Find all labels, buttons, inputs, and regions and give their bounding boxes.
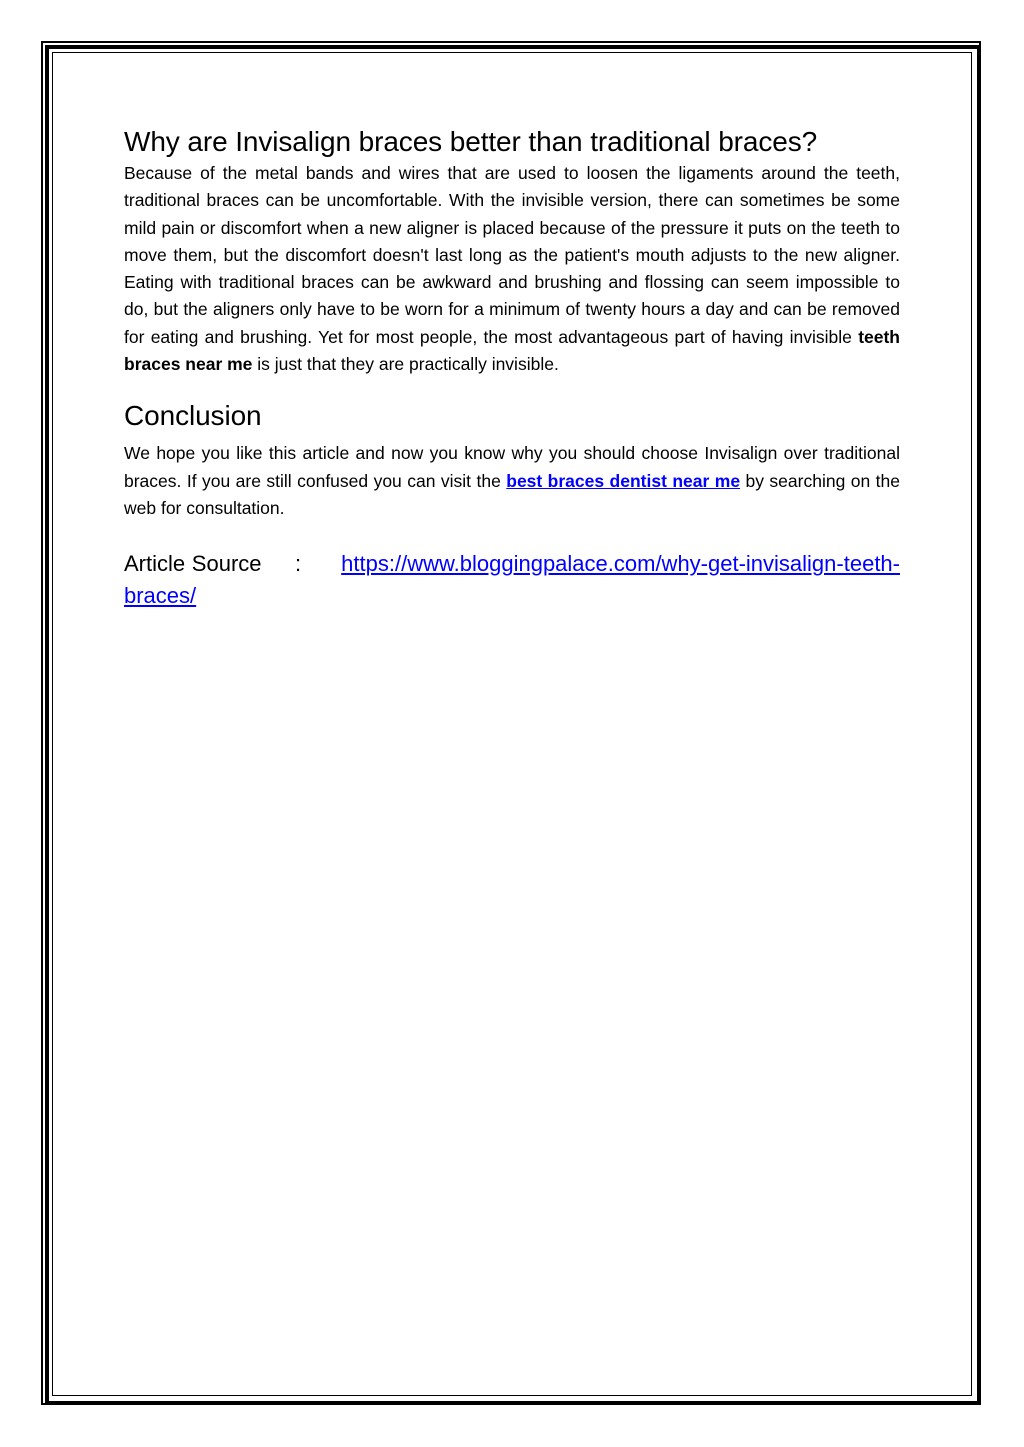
section-title: Why are Invisalign braces better than traditional braces? [124,126,818,157]
section-paragraph [124,160,900,378]
article-source-url-link[interactable]: https://www.bloggingpalace.com/why-get-invisalign-teeth-braces/ [124,551,900,609]
article-source-label: Article Source [124,551,262,577]
document-body [124,124,900,612]
conclusion-text: We hope you like this article and now you know why you should choose Invisalign over traditional braces. If you are still confused you can visit the [124,443,900,491]
conclusion-title: Conclusion [124,400,262,432]
best-braces-dentist-link[interactable]: best braces dentist near me [506,470,741,491]
conclusion-paragraph [124,440,900,522]
paragraph-text: Because of the metal bands and wires that are used to loosen the ligaments around the teeth, traditional braces can be uncomfortable. With the invisible version, there can sometimes be some mild pain or discomfort when a new aligner is placed because of the pressure it puts on the teeth to move them, but the discomfort doesn't last long as the patient's mouth adjusts to the new aligner. Eating with traditional braces can be awkward and brushing and flossing can seem impossible to do, but the aligners only have to be worn for a minimum of twenty hours a day and can be removed for eating and brushing. Yet for most people, the most advantageous part of having invisible [124,163,900,347]
section-conclusion [124,398,900,522]
section-invisalign-vs-traditional [124,124,900,378]
conclusion-text-end: by searching on the web for consultation. [124,470,900,518]
keyword-bold: teeth braces near me [124,326,900,375]
article-source-separator: : [294,551,302,577]
article-source [124,548,900,612]
paragraph-text-end: is just that they are practically invisible. [252,354,559,375]
